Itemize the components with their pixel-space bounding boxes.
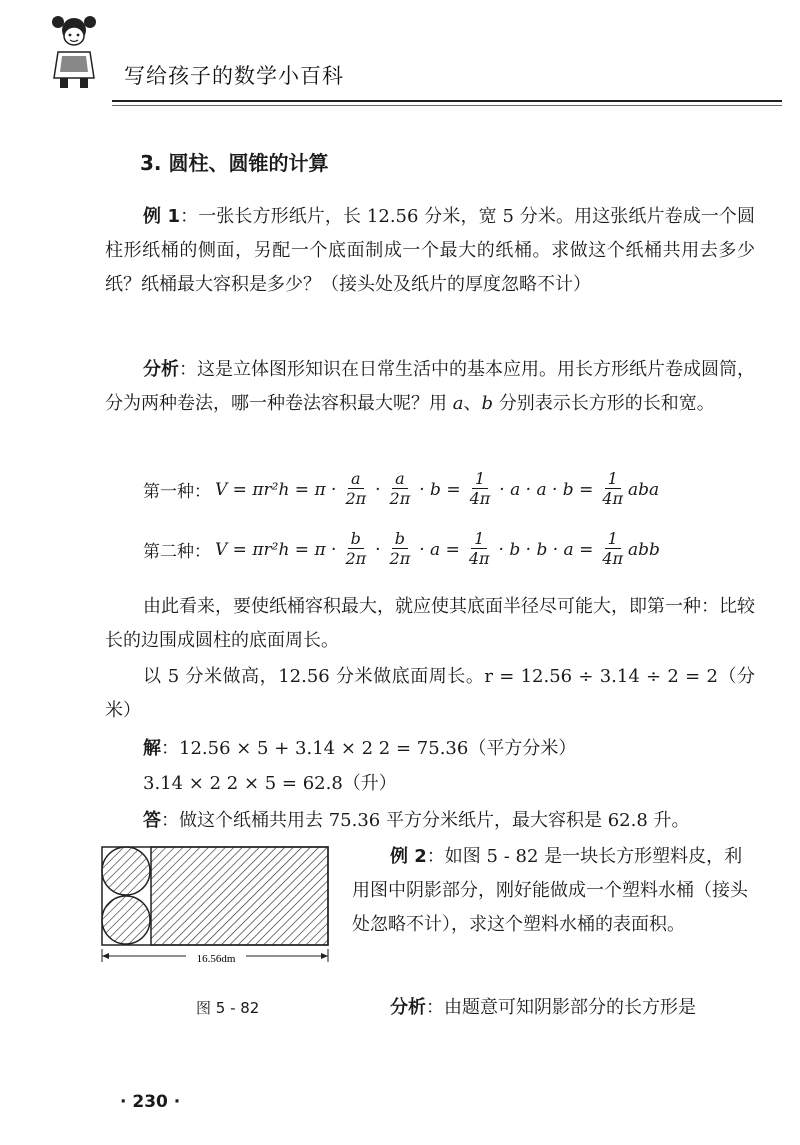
analysis1-var-b: b — [481, 393, 493, 414]
method2-fraction-2: $\frac{b}{2\pi}$ — [389, 529, 411, 568]
figure-circle-bottom — [102, 896, 150, 944]
method1-label: 第一种： — [143, 482, 211, 502]
analysis1-label: 分析 — [143, 359, 179, 380]
method1-fraction-1: $\frac{a}{2\pi}$ — [345, 469, 367, 508]
analysis1-text-after: 分别表示长方形的长和宽。 — [493, 393, 715, 414]
method2-tail: · b · b · a = — [498, 539, 594, 560]
example1-label: 例 1 — [143, 206, 180, 227]
method1-fraction-4: $\frac{1}{4\pi}$ — [602, 469, 624, 508]
radius-calc-paragraph: 以 5 分米做高，12.56 分米做底面周长。r = 12.56 ÷ 3.14 ÷ 2 = 2（分米） — [105, 666, 755, 721]
method2-lhs: V = πr²h = π · — [215, 539, 337, 560]
conclusion-paragraph: 由此看来，要使纸桶容积最大，就应使其底面半径尽可能大，即第一种：比较长的边围成圆柱的底面周长。 — [105, 596, 755, 651]
method2-dot: · — [375, 539, 381, 560]
method1-fraction-3: $\frac{1}{4\pi}$ — [469, 469, 491, 508]
header-rule-thin — [112, 105, 782, 106]
analysis1-text-before: ：这是立体图形知识在日常生活中的基本应用。用长方形纸片卷成圆筒，分为两种卷法，哪一种卷法容积最大呢？用 — [105, 359, 755, 414]
figure-shaded-rectangle — [151, 847, 328, 945]
analysis1-sep: 、 — [463, 393, 482, 414]
formula-method1 — [143, 470, 659, 509]
analysis2-text: ：由题意可知阴影部分的长方形是 — [426, 997, 696, 1018]
method1-tail: · a · a · b = — [499, 479, 594, 500]
answer-label: 答 — [143, 810, 161, 831]
header-rule — [112, 100, 782, 102]
answer-paragraph — [105, 804, 755, 838]
method2-mid: · a = — [419, 539, 460, 560]
method1-lhs: V = πr²h = π · — [215, 479, 337, 500]
method1-end: aba — [628, 479, 660, 500]
solution-line2: 3.14 × 2 2 × 5 = 62.8（升） — [143, 773, 397, 794]
example1-paragraph — [105, 200, 755, 302]
book-title: 写给孩子的数学小百科 — [124, 64, 344, 88]
analysis2-paragraph — [352, 991, 752, 1025]
example2-text: ：如图 5 - 82 是一块长方形塑料皮，利用图中阴影部分，刚好能做成一个塑料水桶（接头处忽略不计），求这个塑料水桶的表面积。 — [352, 846, 748, 935]
figure-circle-top — [102, 847, 150, 895]
analysis2-label: 分析 — [390, 997, 426, 1018]
example2-paragraph — [352, 840, 752, 942]
formula-method2 — [143, 530, 660, 569]
figure-dimension-label: 16.56dm — [196, 953, 236, 965]
example1-text: ：一张长方形纸片，长 12.56 分米，宽 5 分米。用这张纸片卷成一个圆柱形纸桶的侧面，另配一个底面制成一个最大的纸桶。求做这个纸桶共用去多少纸？纸桶最大容积是多少？（接头处及纸片的厚度忽略不计） — [105, 206, 755, 295]
method1-mid: · b = — [419, 479, 461, 500]
page-number: · 230 · — [120, 1092, 181, 1112]
analysis1-paragraph — [105, 353, 755, 421]
girl-reading-icon — [44, 12, 108, 94]
figure-caption: 图 5 - 82 — [196, 999, 260, 1017]
method2-end: abb — [628, 539, 660, 560]
solution-label: 解 — [143, 738, 161, 759]
page-header — [44, 12, 784, 102]
method2-label: 第二种： — [143, 542, 211, 562]
method2-fraction-4: $\frac{1}{4\pi}$ — [602, 529, 624, 568]
example2-label: 例 2 — [390, 846, 427, 867]
section-title: 3. 圆柱、圆锥的计算 — [140, 151, 329, 175]
method2-fraction-1: $\frac{b}{2\pi}$ — [345, 529, 367, 568]
method1-fraction-2: $\frac{a}{2\pi}$ — [389, 469, 411, 508]
method2-fraction-3: $\frac{1}{4\pi}$ — [468, 529, 490, 568]
answer-text: ：做这个纸桶共用去 75.36 平方分米纸片，最大容积是 62.8 升。 — [161, 810, 690, 831]
method1-dot: · — [375, 479, 381, 500]
figure-rectangle-diagram — [100, 845, 332, 970]
solution-line1-text: ：12.56 × 5 + 3.14 × 2 2 = 75.36（平方分米） — [161, 738, 577, 759]
solution-line1 — [105, 732, 755, 766]
analysis1-var-a: a — [452, 393, 464, 414]
